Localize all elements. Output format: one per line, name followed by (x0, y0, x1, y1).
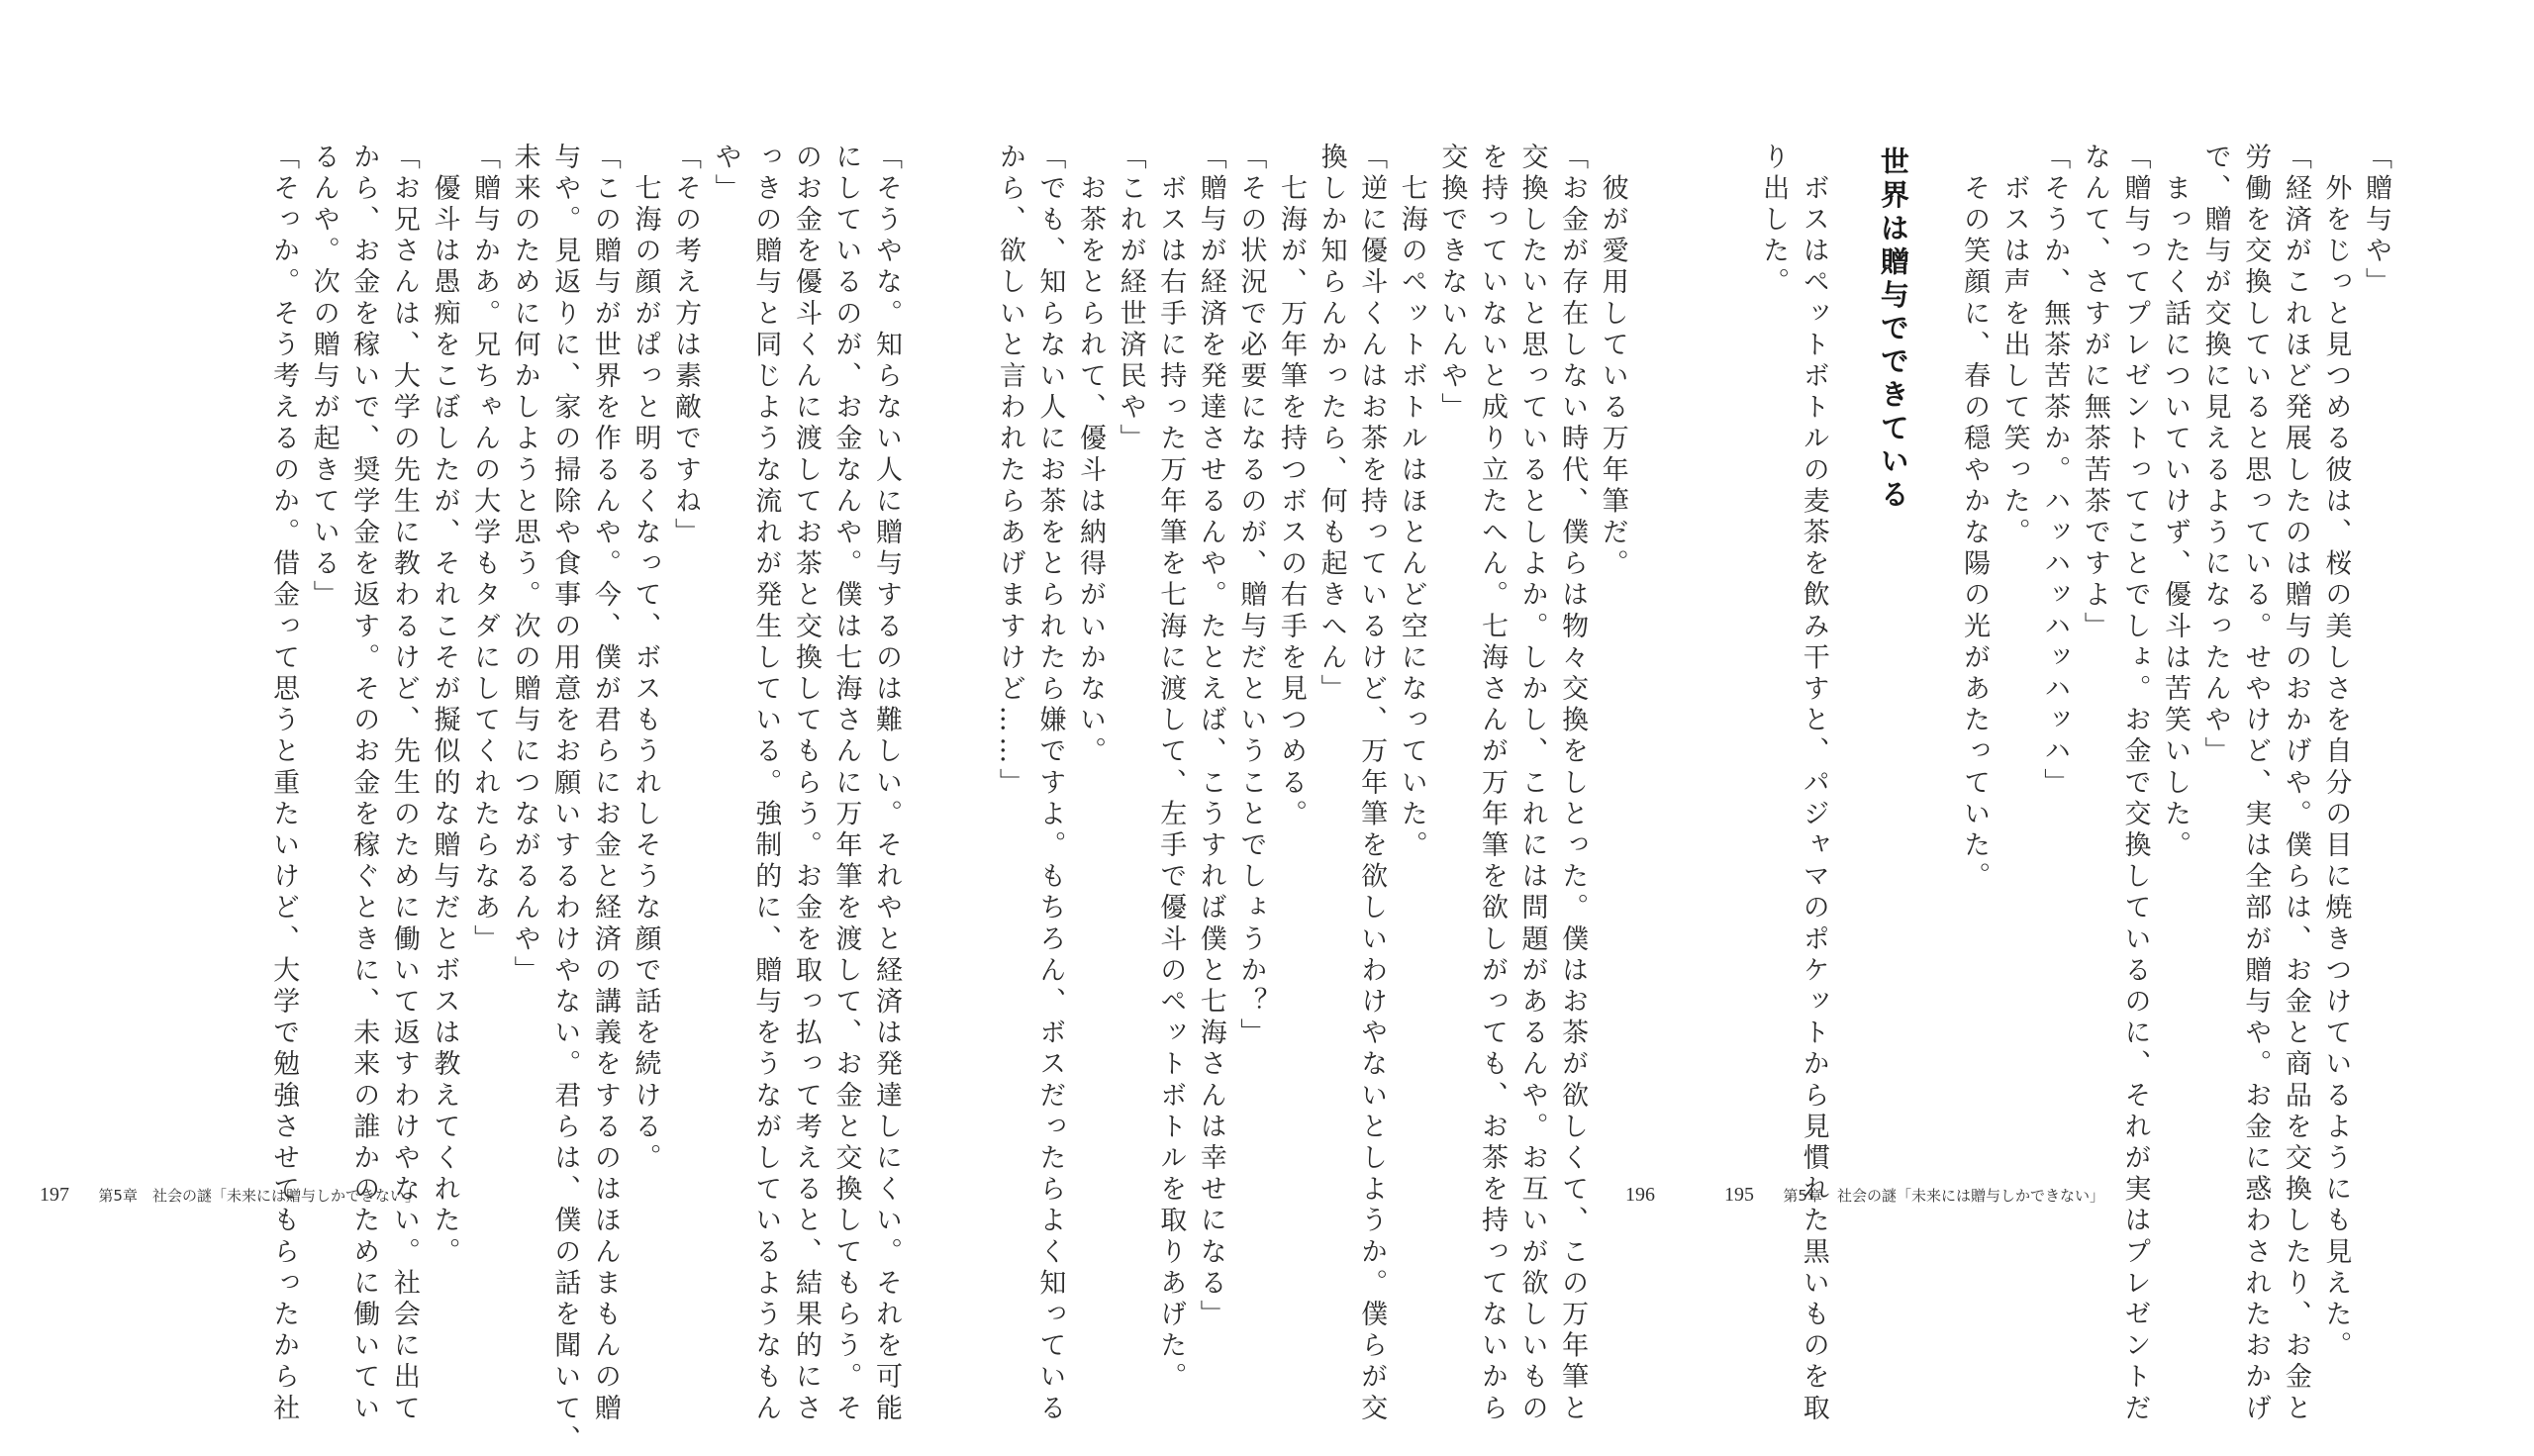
text-column: 「贈与や」 (2361, 143, 2391, 299)
text-column: その笑顔に、春の穏やかな陽の光があたっていた。 (1959, 143, 1991, 894)
text-column: 七海のペットボトルはほとんど空になっていた。 (1396, 143, 1427, 862)
text-column: ボスは声を出して笑った。 (1998, 143, 2030, 549)
blank-line (1913, 143, 1954, 1033)
text-column: 優斗は愚痴をこぼしたが、それこそが擬似的な贈与だとボスは教えてくれた。 (429, 143, 460, 1269)
text-column: 「この贈与が世界を作るんや。今、僕が君らにお金と経済の講義をするのはほんまもんの贈 (589, 143, 621, 1425)
text-column: 「逆に優斗くんはお茶を持っているけど、万年筆を欲しいわけやないとしようか。僕らが交 (1356, 143, 1388, 1425)
text-column: るんや。次の贈与が起きている」 (308, 143, 340, 612)
text-column: っきの贈与と同じような流れが発生している。強制的に、贈与をうながしているようなもん (750, 143, 782, 1425)
text-column: 未来のために何かしようと思う。次の贈与につながるんや」 (509, 143, 540, 988)
text-column: 外をじっと見つめる彼は、桜の美しさを自分の目に焼きつけているようにも見えた。 (2320, 143, 2352, 1363)
text-column: 「そうか、無茶苦茶か。ハッハッハッハッハ」 (2039, 143, 2071, 800)
text-column: ボスはペットボトルの麦茶を飲み干すと、パジャマのポケットから見慣れた黒いものを取 (1798, 143, 1829, 1425)
left-page (0, 0, 930, 1456)
text-column: 「贈与ってプレゼントってことでしょ。お金で交換しているのに、それが実はプレゼントだ (2119, 143, 2151, 1425)
text-column: や」 (710, 143, 741, 206)
text-column: なんて、さすがに無茶苦茶ですよ」 (2079, 143, 2110, 643)
text-column: 「贈与が経済を発達させるんや。たとえば、こうすれば僕と七海さんは幸せになる」 (1195, 143, 1226, 1331)
text-column: 「お兄さんは、大学の先生に教わるけど、先生のために働いて返すわけやない。社会に出て (388, 143, 420, 1425)
text-column: 交換したいと思っているとしよか。しかし、これには問題があるんや。お互いが欲しいもの (1516, 143, 1548, 1425)
running-head-chapter: 第5章 社会の謎「未来には贈与しかできない」 (1783, 1187, 2104, 1205)
text-column: 与や。見返りに、家の掃除や食事の用意をお願いするわけやない。君らは、僕の話を聞いて、 (549, 143, 581, 1456)
text-column: り出した。 (1758, 143, 1790, 299)
text-column: 「お金が存在しない時代、僕らは物々交換をしとった。僕はお茶が欲しくて、この万年筆と (1557, 143, 1589, 1425)
blank-line (1833, 143, 1874, 1033)
text-column: 「経済がこれほど発展したのは贈与のおかげや。僕らは、お金と商品を交換したり、お金と (2280, 143, 2311, 1425)
text-column: お茶をとられて、優斗は納得がいかない。 (1075, 143, 1106, 768)
text-column: 労働を交換していると思っている。せやけど、実は全部が贈与や。お金に惑わされたおかげ (2240, 143, 2272, 1425)
text-column: 換しか知らんかったら、何も起きへん」 (1316, 143, 1347, 706)
text-column: から、お金を稼いで、奨学金を返す。そのお金を稼ぐときに、未来の誰かのために働いてい (348, 143, 380, 1425)
text-column: を持っていないと成り立たへん。七海さんが万年筆を欲しがっても、お茶を持ってないから (1476, 143, 1508, 1425)
text-column: 交換できないんや」 (1436, 143, 1468, 425)
footer-middle (1625, 1184, 1679, 1207)
text-column: 「贈与かあ。兄ちゃんの大学もタダにしてくれたらなあ」 (469, 143, 501, 956)
text-column: から、欲しいと言われたらあげますけど……」 (994, 143, 1025, 800)
text-column: 「そうやな。知らない人に贈与するのは難しい。それやと経済は発達しにくい。それを可能 (871, 143, 902, 1425)
text-column: 「でも、知らない人にお茶をとられたら嫌ですよ。もちろん、ボスだったらよく知っている (1034, 143, 1066, 1425)
page-number: 195 (1724, 1184, 1754, 1206)
text-column: にしているのが、お金なんや。僕は七海さんに万年筆を渡して、お金と交換してもらう。そ (830, 143, 862, 1425)
text-column: 「その考え方は素敵ですね」 (670, 143, 702, 549)
running-head-chapter: 第5章 社会の謎「未来には贈与しかできない」 (98, 1187, 420, 1205)
footer-left (40, 1184, 420, 1207)
text-column: で、贈与が交換に見えるようになったんや」 (2199, 143, 2231, 768)
page-number: 197 (40, 1184, 69, 1206)
blank-line (1672, 143, 1712, 1033)
text-column: のお金を優斗くんに渡してお茶と交換してもらう。お金を取っ払って考えると、結果的にさ (790, 143, 822, 1425)
text-column: まったく話についていけず、優斗は苦笑いした。 (2160, 143, 2192, 862)
left-page-body (263, 143, 907, 1456)
text-column: 七海の顔がぱっと明るくなって、ボスもうれしそうな顔で話を続ける。 (630, 143, 661, 1175)
footer-right (1724, 1184, 2104, 1207)
text-column: ボスは右手に持った万年筆を七海に渡して、左手で優斗のペットボトルを取りあげた。 (1155, 143, 1187, 1394)
text-column: 七海が、万年筆を持つボスの右手を見つめる。 (1275, 143, 1307, 831)
text-column: 彼が愛用している万年筆だ。 (1597, 143, 1628, 581)
text-column: 「そっか。そう考えるのか。借金って思うと重たいけど、大学で勉強させてもらったから社 (268, 143, 300, 1425)
text-column: 「その状況で必要になるのが、贈与だということでしょうか？」 (1235, 143, 1267, 1050)
section-heading: 世界は贈与でできている (1876, 146, 1910, 513)
blank-line (1712, 143, 1753, 1033)
text-column: 「これが経世済民や」 (1115, 143, 1146, 455)
blank-line (1632, 143, 1673, 1033)
page-number: 196 (1625, 1184, 1655, 1206)
right-page (930, 0, 2534, 1425)
